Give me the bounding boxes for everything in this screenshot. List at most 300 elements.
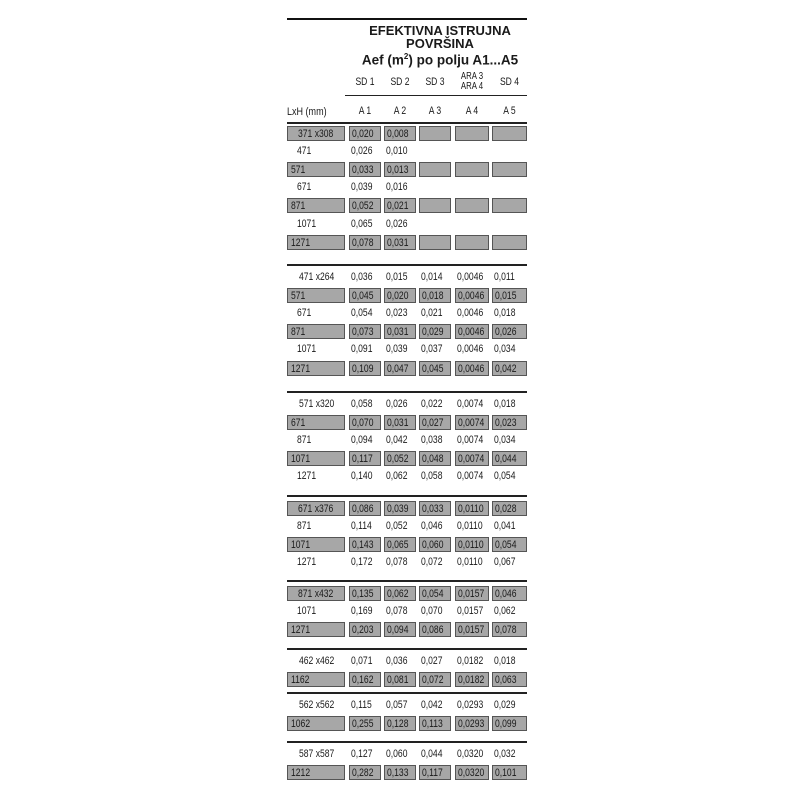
value-text: 0,070 <box>352 417 374 430</box>
value-cell <box>455 765 489 780</box>
value-cell <box>349 519 381 534</box>
row-label <box>287 622 345 637</box>
row-label-text: 871 <box>297 434 312 447</box>
value-cell <box>492 716 527 731</box>
value-text: 0,0046 <box>457 307 484 320</box>
value-cell <box>492 306 527 321</box>
table-title-line-2: POVRŠINA <box>406 36 474 51</box>
table-top-rule <box>287 18 527 20</box>
value-text: 0,021 <box>421 307 443 320</box>
row-label <box>287 765 345 780</box>
value-text: 0,0074 <box>457 398 484 410</box>
row-label-text: 462 x462 <box>299 655 335 667</box>
value-text: 0,127 <box>351 748 373 760</box>
value-cell <box>492 672 527 687</box>
value-text: 0,015 <box>495 290 517 303</box>
group-separator-rule <box>287 264 527 266</box>
value-cell <box>349 397 381 412</box>
row-label <box>287 144 345 159</box>
value-text: 0,036 <box>351 271 373 283</box>
value-cell <box>349 433 381 448</box>
subtitle-superscript: 2 <box>403 52 409 61</box>
value-text: 0,041 <box>494 520 516 533</box>
row-label <box>287 397 345 412</box>
row-label <box>287 654 345 669</box>
value-text: 0,026 <box>495 326 517 339</box>
row-label-text: 1162 <box>291 674 310 687</box>
value-text: 0,029 <box>422 326 444 339</box>
value-text: 0,0074 <box>458 417 485 430</box>
empty-cell <box>419 235 451 250</box>
value-text: 0,052 <box>387 453 409 466</box>
value-cell <box>384 415 416 430</box>
value-text: 0,033 <box>422 503 444 515</box>
value-text: 0,027 <box>422 417 444 430</box>
value-text: 0,0046 <box>458 290 485 303</box>
value-cell <box>455 433 489 448</box>
value-cell <box>455 501 489 516</box>
value-cell <box>419 672 451 687</box>
value-text: 0,0046 <box>458 326 485 339</box>
value-cell <box>455 537 489 552</box>
value-text: 0,094 <box>351 434 373 447</box>
value-text: 0,023 <box>495 417 517 430</box>
value-text: 0,0157 <box>457 605 484 618</box>
value-cell <box>455 415 489 430</box>
value-cell <box>419 622 451 637</box>
row-label <box>287 537 345 552</box>
row-label <box>287 270 345 285</box>
value-cell <box>492 501 527 516</box>
empty-cell <box>419 126 451 141</box>
value-text: 0,172 <box>351 556 373 569</box>
value-text: 0,048 <box>422 453 444 466</box>
value-text: 0,255 <box>352 718 374 731</box>
value-cell <box>419 747 451 762</box>
row-label-text: 1062 <box>291 718 311 731</box>
value-cell <box>492 324 527 339</box>
value-cell <box>455 324 489 339</box>
value-text: 0,062 <box>386 470 408 483</box>
row-label <box>287 747 345 762</box>
value-cell <box>455 519 489 534</box>
group-separator-rule <box>287 580 527 582</box>
value-text: 0,0157 <box>458 588 485 600</box>
table-subtitle <box>345 50 535 68</box>
row-label-text: 671 <box>297 181 312 194</box>
value-cell <box>492 433 527 448</box>
value-text: 0,014 <box>421 271 443 283</box>
value-cell <box>419 469 451 484</box>
empty-cell <box>455 235 489 250</box>
value-cell <box>384 555 416 570</box>
value-cell <box>384 716 416 731</box>
value-text: 0,047 <box>387 362 409 375</box>
value-text: 0,282 <box>352 767 374 780</box>
column-header-sd: SD 1 <box>355 76 375 88</box>
column-header-sd: SD 2 <box>390 76 410 88</box>
value-text: 0,0157 <box>458 624 485 637</box>
column-id-header: A 1 <box>358 105 372 117</box>
empty-cell <box>455 162 489 177</box>
value-text: 0,140 <box>351 470 373 483</box>
row-label <box>287 198 345 213</box>
value-cell <box>384 451 416 466</box>
value-text: 0,091 <box>351 343 373 356</box>
value-text: 0,026 <box>386 398 408 410</box>
header-bottom-rule <box>287 122 527 124</box>
value-cell <box>455 342 489 357</box>
value-cell <box>492 604 527 619</box>
value-cell <box>455 397 489 412</box>
value-cell <box>384 324 416 339</box>
value-text: 0,067 <box>494 556 516 569</box>
value-cell <box>492 342 527 357</box>
value-text: 0,086 <box>352 503 374 515</box>
value-cell <box>455 555 489 570</box>
value-cell <box>492 270 527 285</box>
value-text: 0,029 <box>494 699 516 711</box>
group-separator-rule <box>287 741 527 743</box>
value-text: 0,058 <box>421 470 443 483</box>
value-cell <box>419 519 451 534</box>
value-cell <box>384 198 416 213</box>
value-text: 0,0293 <box>458 718 485 731</box>
value-text: 0,036 <box>386 655 408 667</box>
value-text: 0,072 <box>421 556 443 569</box>
value-text: 0,071 <box>351 655 373 667</box>
row-label-text: 671 <box>291 417 306 430</box>
row-label-text: 471 x264 <box>299 271 335 283</box>
column-id-header: A 5 <box>503 105 516 117</box>
value-cell <box>349 235 381 250</box>
value-text: 0,045 <box>352 290 374 303</box>
value-cell <box>492 361 527 376</box>
subtitle-text-b: ) po polju A1...A5 <box>408 52 519 68</box>
row-label-text: 671 x376 <box>298 503 334 515</box>
value-cell <box>455 716 489 731</box>
group-separator-rule <box>287 495 527 497</box>
row-label <box>287 469 345 484</box>
value-text: 0,042 <box>386 434 408 447</box>
value-text: 0,065 <box>387 539 409 552</box>
value-text: 0,081 <box>387 674 409 687</box>
value-text: 0,018 <box>422 290 444 303</box>
group-separator-rule <box>287 648 527 650</box>
row-label-text: 1271 <box>291 236 311 249</box>
value-text: 0,162 <box>352 674 374 687</box>
value-cell <box>384 144 416 159</box>
value-text: 0,039 <box>351 181 373 194</box>
value-cell <box>349 415 381 430</box>
row-label <box>287 501 345 516</box>
row-label <box>287 126 345 141</box>
value-cell <box>384 604 416 619</box>
value-cell <box>419 306 451 321</box>
value-text: 0,0074 <box>457 434 484 447</box>
value-text: 0,046 <box>421 520 443 533</box>
value-cell <box>492 747 527 762</box>
column-id-header: A 2 <box>393 105 407 117</box>
row-label <box>287 324 345 339</box>
value-text: 0,031 <box>387 326 409 339</box>
header-rule <box>345 95 527 96</box>
value-text: 0,023 <box>386 307 408 320</box>
value-cell <box>492 469 527 484</box>
value-text: 0,115 <box>351 699 372 711</box>
value-cell <box>492 586 527 601</box>
value-text: 0,031 <box>387 417 409 430</box>
value-text: 0,063 <box>495 674 517 687</box>
empty-cell <box>419 198 451 213</box>
value-text: 0,0182 <box>458 674 485 687</box>
column-header-sd: SD 3 <box>425 76 445 88</box>
value-text: 0,018 <box>494 398 516 410</box>
value-text: 0,027 <box>421 655 443 667</box>
value-cell <box>384 622 416 637</box>
value-cell <box>419 324 451 339</box>
value-cell <box>492 288 527 303</box>
row-label-text: 871 <box>291 326 306 339</box>
value-text: 0,010 <box>386 145 408 158</box>
value-cell <box>492 451 527 466</box>
value-cell <box>455 604 489 619</box>
row-label-text: 1271 <box>297 470 317 483</box>
value-text: 0,034 <box>494 434 516 447</box>
group-separator-rule <box>287 692 527 694</box>
row-label <box>287 342 345 357</box>
value-text: 0,109 <box>352 362 374 375</box>
value-cell <box>349 361 381 376</box>
value-cell <box>455 586 489 601</box>
value-cell <box>349 555 381 570</box>
value-text: 0,073 <box>352 326 374 339</box>
value-text: 0,020 <box>387 290 409 303</box>
value-cell <box>349 162 381 177</box>
row-label-text: 871 <box>291 200 306 213</box>
value-cell <box>349 586 381 601</box>
row-label-text: 371 x308 <box>298 128 334 140</box>
row-label-text: 1071 <box>297 605 317 618</box>
value-text: 0,032 <box>494 748 516 760</box>
value-cell <box>492 519 527 534</box>
row-label-text: 1212 <box>291 767 311 780</box>
column-id-header: A 4 <box>465 105 479 117</box>
value-text: 0,0293 <box>457 699 484 711</box>
value-text: 0,031 <box>387 236 409 249</box>
row-label <box>287 180 345 195</box>
value-cell <box>455 672 489 687</box>
value-text: 0,094 <box>387 624 409 637</box>
group-separator-rule <box>287 391 527 393</box>
value-text: 0,0046 <box>457 343 484 356</box>
value-cell <box>349 698 381 713</box>
value-cell <box>384 433 416 448</box>
value-text: 0,022 <box>421 398 443 410</box>
value-cell <box>349 198 381 213</box>
value-cell <box>349 144 381 159</box>
value-text: 0,054 <box>351 307 373 320</box>
table-title-line-1: EFEKTIVNA ISTRUJNA <box>369 23 511 38</box>
value-cell <box>419 654 451 669</box>
value-text: 0,015 <box>386 271 408 283</box>
row-label <box>287 433 345 448</box>
value-cell <box>384 747 416 762</box>
value-text: 0,052 <box>386 520 408 533</box>
value-text: 0,114 <box>351 520 372 533</box>
value-cell <box>349 765 381 780</box>
value-cell <box>384 537 416 552</box>
value-text: 0,026 <box>386 217 408 230</box>
value-cell <box>384 765 416 780</box>
value-text: 0,0046 <box>457 271 484 283</box>
value-cell <box>455 654 489 669</box>
empty-cell <box>419 162 451 177</box>
value-cell <box>384 698 416 713</box>
value-cell <box>384 288 416 303</box>
row-label-text: 562 x562 <box>299 699 335 711</box>
row-label <box>287 519 345 534</box>
row-label <box>287 361 345 376</box>
value-text: 0,101 <box>495 767 517 780</box>
value-cell <box>384 397 416 412</box>
value-text: 0,086 <box>422 624 444 637</box>
value-text: 0,054 <box>422 588 444 600</box>
value-text: 0,0074 <box>458 453 485 466</box>
value-text: 0,0320 <box>458 767 485 780</box>
value-text: 0,078 <box>386 605 408 618</box>
value-cell <box>455 747 489 762</box>
row-label <box>287 451 345 466</box>
value-cell <box>492 622 527 637</box>
row-label-text: 871 x432 <box>298 588 334 600</box>
value-text: 0,0110 <box>457 520 483 533</box>
value-cell <box>419 765 451 780</box>
row-label <box>287 604 345 619</box>
row-label-text: 1071 <box>291 539 311 552</box>
value-cell <box>349 716 381 731</box>
value-text: 0,013 <box>387 164 409 177</box>
value-text: 0,0074 <box>457 470 484 483</box>
value-text: 0,065 <box>351 217 373 230</box>
value-cell <box>455 361 489 376</box>
value-text: 0,037 <box>421 343 443 356</box>
value-cell <box>455 622 489 637</box>
value-text: 0,044 <box>495 453 517 466</box>
value-cell <box>455 451 489 466</box>
row-label <box>287 555 345 570</box>
row-label <box>287 716 345 731</box>
row-label-text: 571 <box>291 164 306 177</box>
value-text: 0,052 <box>352 200 374 213</box>
value-cell <box>455 288 489 303</box>
value-cell <box>419 604 451 619</box>
value-cell <box>384 217 416 232</box>
value-text: 0,033 <box>352 164 374 177</box>
value-cell <box>455 306 489 321</box>
value-text: 0,039 <box>387 503 409 515</box>
value-text: 0,0110 <box>458 539 484 552</box>
value-cell <box>349 270 381 285</box>
value-cell <box>384 306 416 321</box>
value-text: 0,062 <box>494 605 516 618</box>
value-text: 0,0320 <box>457 748 484 760</box>
column-id-header: A 3 <box>428 105 442 117</box>
value-text: 0,021 <box>387 200 409 213</box>
value-cell <box>349 672 381 687</box>
subtitle-text-a: Aef (m <box>361 52 404 68</box>
value-cell <box>419 537 451 552</box>
value-text: 0,045 <box>422 362 444 375</box>
value-cell <box>349 180 381 195</box>
value-text: 0,113 <box>422 718 443 731</box>
empty-cell <box>492 126 527 141</box>
row-label-text: 871 <box>297 520 312 533</box>
row-label-text: 1271 <box>291 362 311 375</box>
value-text: 0,143 <box>352 539 374 552</box>
value-cell <box>384 162 416 177</box>
value-text: 0,011 <box>494 271 515 283</box>
column-header-ara4: ARA 4 <box>460 81 484 92</box>
value-cell <box>419 270 451 285</box>
empty-cell <box>455 198 489 213</box>
value-cell <box>384 361 416 376</box>
value-text: 0,070 <box>421 605 443 618</box>
value-cell <box>419 698 451 713</box>
value-text: 0,072 <box>422 674 444 687</box>
value-cell <box>349 217 381 232</box>
value-cell <box>419 433 451 448</box>
row-label-text: 1071 <box>297 343 317 356</box>
row-label-text: 471 <box>297 145 312 158</box>
value-cell <box>419 342 451 357</box>
row-label-text: 587 x587 <box>299 748 335 760</box>
value-text: 0,0046 <box>458 362 485 375</box>
row-label-header: LxH (mm) <box>287 106 327 118</box>
value-text: 0,026 <box>351 145 373 158</box>
value-cell <box>384 270 416 285</box>
value-cell <box>455 270 489 285</box>
value-cell <box>492 555 527 570</box>
value-cell <box>349 288 381 303</box>
value-cell <box>384 672 416 687</box>
row-label <box>287 162 345 177</box>
value-text: 0,057 <box>386 699 408 711</box>
value-text: 0,169 <box>351 605 373 618</box>
value-text: 0,046 <box>495 588 517 600</box>
value-cell <box>349 451 381 466</box>
value-cell <box>419 451 451 466</box>
row-label <box>287 217 345 232</box>
value-cell <box>492 537 527 552</box>
row-label <box>287 672 345 687</box>
value-cell <box>384 586 416 601</box>
value-cell <box>455 469 489 484</box>
value-cell <box>455 698 489 713</box>
row-label-text: 571 x320 <box>299 398 335 410</box>
value-text: 0,0182 <box>457 655 484 667</box>
value-cell <box>349 324 381 339</box>
value-cell <box>384 501 416 516</box>
value-text: 0,099 <box>495 718 517 731</box>
value-cell <box>384 126 416 141</box>
value-cell <box>349 469 381 484</box>
value-cell <box>419 586 451 601</box>
value-text: 0,203 <box>352 624 374 637</box>
row-label <box>287 586 345 601</box>
value-text: 0,117 <box>422 767 443 780</box>
value-cell <box>384 342 416 357</box>
